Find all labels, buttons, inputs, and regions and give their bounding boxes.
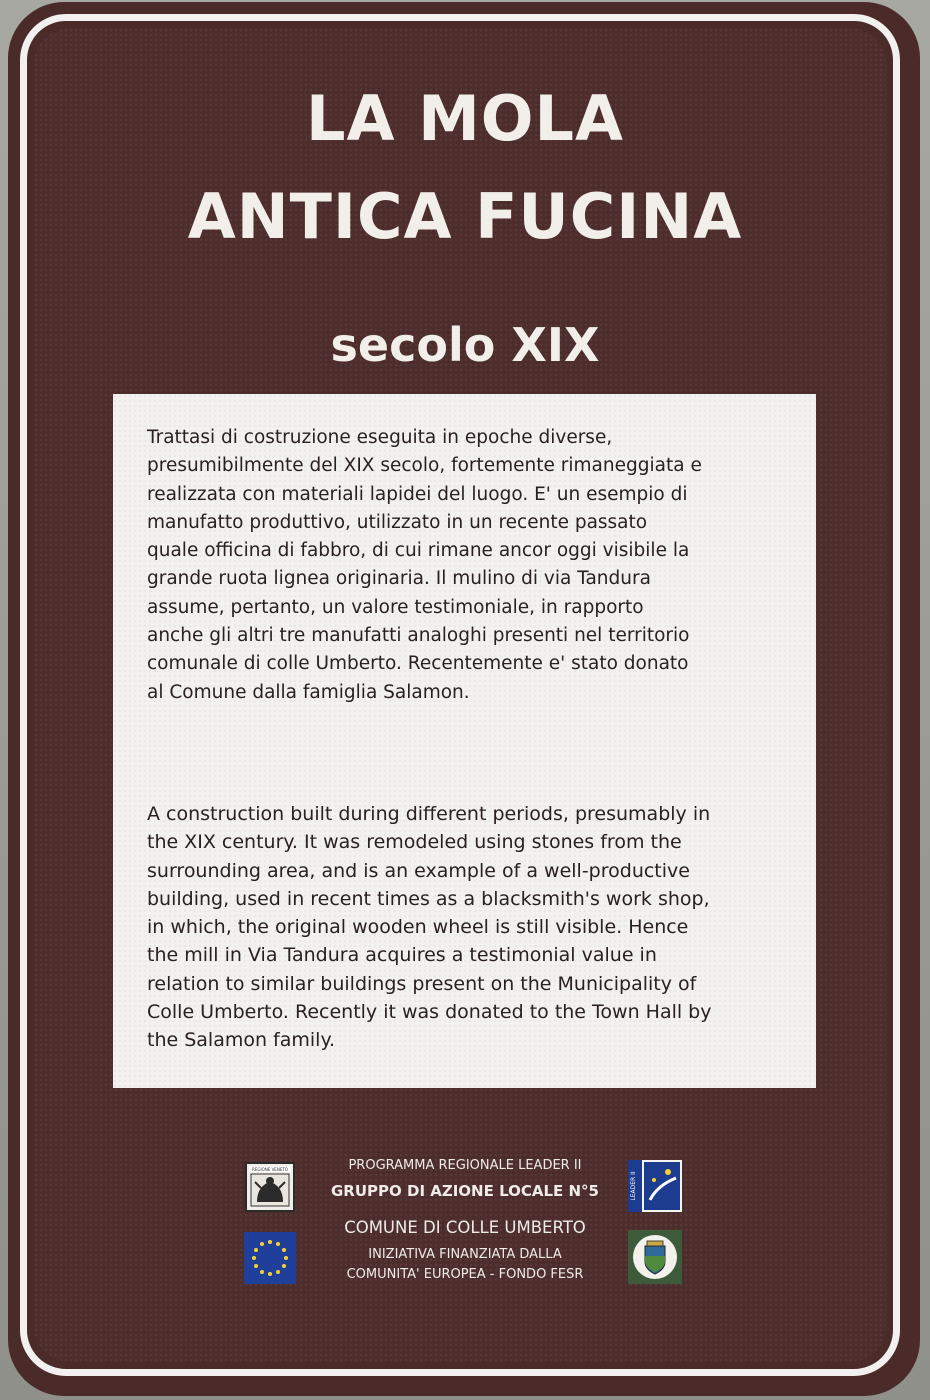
program-name: PROGRAMMA REGIONALE LEADER II xyxy=(348,1158,582,1173)
comune-name: COMUNE DI COLLE UMBERTO xyxy=(344,1218,586,1237)
english-description: A construction built during different periods, presumably in the XIX century. It was remodeled using stones from the surrounding area, and is an example of a well-productive building, used in recent times as a blacksmith's work shop, in which, the original wooden wheel is still visible. Hence the mill in Via Tandura acquires a testimonial value in relation to similar buildings present on the Municipality of Colle Umberto. Recently it was donated to the Town Hall by the Salamon family. xyxy=(147,803,712,1052)
funding-line1: INIZIATIVA FINANZIATA DALLA xyxy=(368,1247,562,1262)
leader-logo-text: LEADER II xyxy=(630,1171,637,1201)
veneto-logo-text: REGIONE VENETO xyxy=(252,1167,288,1172)
funding-line2: COMUNITA' EUROPEA - FONDO FESR xyxy=(346,1267,584,1282)
sign-subtitle: secolo XIX xyxy=(330,318,600,372)
text-panel xyxy=(113,394,816,1088)
italian-description: Trattasi di costruzione eseguita in epoche diverse, presumibilmente del XIX secolo, fortemente rimaneggiata e realizzata con materiali lapidei del luogo. E' un esempio di manufatto produttivo, utilizzato in un recente passato quale officina di fabbro, di cui rimane ancor oggi visibile la grande ruota lignea originaria. Il mulino di via Tandura assume, pertanto, un valore testimoniale, in rapporto anche gli altri tre manufatti analoghi presenti nel territorio comunale di colle Umberto. Recentemente e' stato donato al Comune dalla famiglia Salamon. xyxy=(147,427,702,703)
sign-title-line2: ANTICA FUCINA xyxy=(187,180,743,253)
local-action-group: GRUPPO DI AZIONE LOCALE N°5 xyxy=(330,1182,599,1200)
sign-title-line1: LA MOLA xyxy=(306,82,624,155)
